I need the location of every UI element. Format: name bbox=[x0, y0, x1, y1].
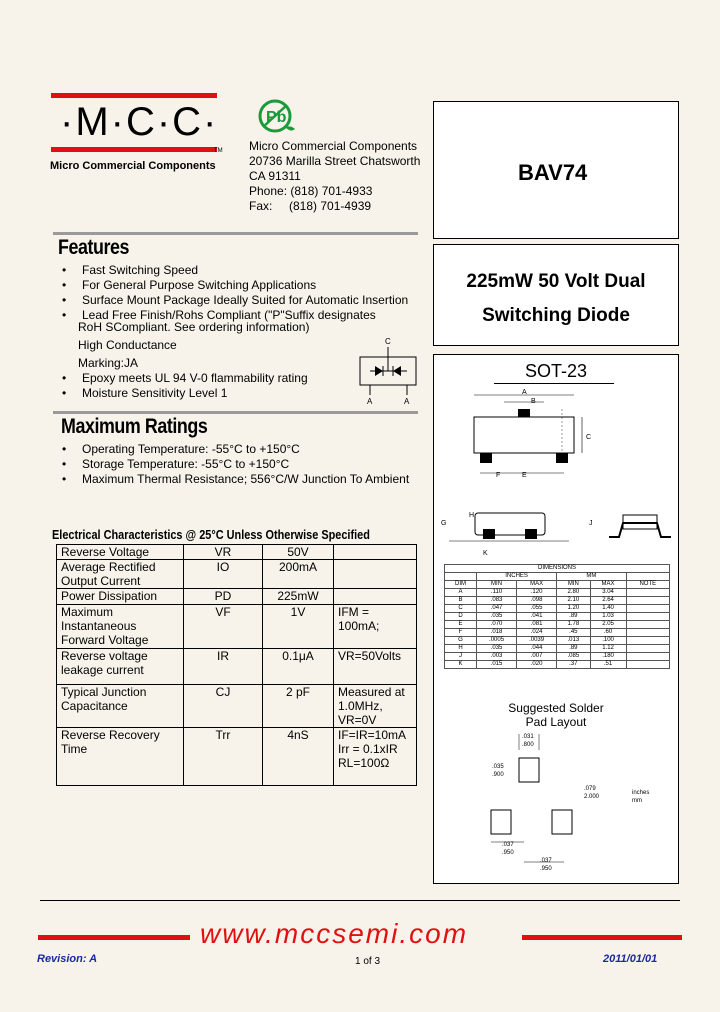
solder-dim: .079 bbox=[584, 786, 596, 792]
dim-cell bbox=[626, 661, 669, 669]
elec-sym: VR bbox=[184, 545, 263, 560]
part-title-line1: 225mW 50 Volt Dual bbox=[466, 271, 646, 292]
dim-cell: E bbox=[445, 621, 477, 629]
dim-cell: C bbox=[445, 605, 477, 613]
part-title-box bbox=[433, 244, 679, 346]
dim-cell: .098 bbox=[517, 597, 557, 605]
dim-cell: .60 bbox=[590, 629, 626, 637]
dim-cell: .0039 bbox=[517, 637, 557, 645]
dim-row bbox=[445, 621, 670, 629]
svg-text:H: H bbox=[469, 512, 475, 519]
dim-header: NOTE bbox=[626, 581, 669, 589]
logo-trademark: TM bbox=[214, 148, 223, 154]
elec-row bbox=[57, 649, 417, 685]
elec-row bbox=[57, 685, 417, 728]
dim-cell: B bbox=[445, 597, 477, 605]
footer-left-bar bbox=[38, 935, 190, 940]
elec-sym: Trr bbox=[184, 728, 263, 786]
svg-text:G: G bbox=[441, 520, 447, 527]
solder-dim: .900 bbox=[492, 772, 504, 778]
package-top-view bbox=[454, 385, 664, 485]
feature-item: • Fast Switching Speed bbox=[62, 263, 199, 277]
diode-pin-a2: A bbox=[404, 397, 410, 406]
package-box bbox=[433, 354, 679, 884]
elec-row bbox=[57, 545, 417, 560]
dim-cell: .055 bbox=[517, 605, 557, 613]
dim-cell: 2.64 bbox=[590, 597, 626, 605]
dim-cell: 1.12 bbox=[590, 645, 626, 653]
elec-sym: IO bbox=[184, 560, 263, 589]
solder-dim: .031 bbox=[522, 734, 534, 740]
fax-line: Fax: (818) 701-4939 bbox=[249, 199, 372, 213]
solder-dim: .800 bbox=[522, 742, 534, 748]
feature-item: • Surface Mount Package Ideally Suited for Automatic Insertion bbox=[62, 293, 409, 307]
dim-header: DIM bbox=[445, 581, 477, 589]
features-list-2 bbox=[58, 371, 308, 401]
dim-header bbox=[626, 573, 669, 581]
dim-header: MAX bbox=[517, 581, 557, 589]
elec-val: 50V bbox=[263, 545, 334, 560]
dim-cell: F bbox=[445, 629, 477, 637]
dim-row bbox=[445, 589, 670, 597]
dim-header: MIN bbox=[477, 581, 517, 589]
dim-cell: .89 bbox=[557, 613, 590, 621]
dim-cell: .020 bbox=[517, 661, 557, 669]
dim-cell: .081 bbox=[517, 621, 557, 629]
dim-cell: 2.80 bbox=[557, 589, 590, 597]
elec-cond bbox=[334, 560, 417, 589]
dim-cell bbox=[626, 589, 669, 597]
revision: Revision: A bbox=[37, 953, 98, 965]
features-list bbox=[58, 263, 408, 323]
dim-cell: G bbox=[445, 637, 477, 645]
feature-item: • Lead Free Finish/Rohs Compliant ("P"Suffix designates bbox=[62, 308, 376, 322]
company-address bbox=[249, 139, 420, 214]
solder-dim: .035 bbox=[492, 764, 504, 770]
dim-cell: .047 bbox=[477, 605, 517, 613]
elec-table bbox=[56, 544, 417, 786]
dim-header: MM bbox=[557, 573, 626, 581]
solder-dim: .950 bbox=[540, 866, 552, 872]
dim-cell: H bbox=[445, 645, 477, 653]
elec-cond: VR=50Volts bbox=[334, 649, 417, 685]
elec-cond: IF=IR=10mA Irr = 0.1xIR RL=100Ω bbox=[334, 728, 417, 786]
max-ratings-heading: Maximum Ratings bbox=[61, 415, 208, 438]
elec-cond bbox=[334, 589, 417, 605]
company-name: Micro Commercial Components bbox=[50, 160, 216, 172]
dim-row bbox=[445, 605, 670, 613]
elec-param: Reverse voltage leakage current bbox=[57, 649, 184, 685]
address-line: CA 91311 bbox=[249, 169, 301, 183]
dim-header: MAX bbox=[590, 581, 626, 589]
dim-row bbox=[445, 653, 670, 661]
dim-cell: A bbox=[445, 589, 477, 597]
diode-pin-a1: A bbox=[367, 397, 373, 406]
solder-title-2: Pad Layout bbox=[525, 715, 587, 729]
dim-cell: .044 bbox=[517, 645, 557, 653]
dim-header: MIN bbox=[557, 581, 590, 589]
part-number: BAV74 bbox=[518, 160, 588, 185]
dim-cell: .085 bbox=[557, 653, 590, 661]
dim-cell: .024 bbox=[517, 629, 557, 637]
elec-sym: PD bbox=[184, 589, 263, 605]
svg-text:Pb: Pb bbox=[266, 109, 287, 126]
dim-cell bbox=[626, 645, 669, 653]
elec-cond: IFM = 100mA; bbox=[334, 605, 417, 649]
dim-cell: J bbox=[445, 653, 477, 661]
address-line: 20736 Marilla Street Chatsworth bbox=[249, 154, 421, 168]
elec-param: Power Dissipation bbox=[57, 589, 184, 605]
solder-dim: .037 bbox=[540, 858, 552, 864]
dim-row bbox=[445, 661, 670, 669]
elec-sym: VF bbox=[184, 605, 263, 649]
elec-row bbox=[57, 560, 417, 589]
solder-pad-layout bbox=[464, 730, 674, 880]
elec-val: 4nS bbox=[263, 728, 334, 786]
dim-cell: .89 bbox=[557, 645, 590, 653]
dim-cell bbox=[626, 597, 669, 605]
features-heading: Features bbox=[58, 236, 130, 259]
dim-header bbox=[445, 573, 477, 581]
elec-val: 0.1μA bbox=[263, 649, 334, 685]
dim-cell bbox=[626, 605, 669, 613]
dim-cell: D bbox=[445, 613, 477, 621]
elec-param: Reverse Voltage bbox=[57, 545, 184, 560]
dim-label-a: A bbox=[522, 389, 527, 396]
phone-line: Phone: (818) 701-4933 bbox=[249, 184, 373, 198]
dim-cell: .083 bbox=[477, 597, 517, 605]
logo-top-bar bbox=[51, 93, 217, 98]
dim-cell: 3.04 bbox=[590, 589, 626, 597]
dim-cell bbox=[626, 629, 669, 637]
page-number: 1 of 3 bbox=[355, 956, 381, 967]
max-ratings-list bbox=[58, 442, 409, 487]
package-rule bbox=[494, 383, 614, 384]
logo-bottom-bar bbox=[51, 147, 217, 152]
feature-item: • Epoxy meets UL 94 V-0 flammability rating bbox=[62, 371, 308, 385]
part-number-box bbox=[433, 101, 679, 239]
elec-cond bbox=[334, 545, 417, 560]
dim-rows bbox=[445, 589, 670, 669]
elec-val: 225mW bbox=[263, 589, 334, 605]
solder-dim: .950 bbox=[502, 850, 514, 856]
dim-cell: .013 bbox=[557, 637, 590, 645]
dim-cell: 1.20 bbox=[557, 605, 590, 613]
rating-item: • Maximum Thermal Resistance; 556°C/W Junction To Ambient bbox=[62, 472, 410, 486]
dim-header: INCHES bbox=[477, 573, 557, 581]
solder-dim: 2.000 bbox=[584, 794, 600, 800]
website-url[interactable]: www.mccsemi.com bbox=[200, 918, 469, 949]
solder-dim: .037 bbox=[502, 842, 514, 848]
feature-item: • Moisture Sensitivity Level 1 bbox=[62, 386, 228, 400]
dim-cell: .041 bbox=[517, 613, 557, 621]
dim-cell: .007 bbox=[517, 653, 557, 661]
rating-item: • Operating Temperature: -55°C to +150°C bbox=[62, 442, 300, 456]
dim-cell: .015 bbox=[477, 661, 517, 669]
dim-cell: .100 bbox=[590, 637, 626, 645]
dim-cell: .003 bbox=[477, 653, 517, 661]
dim-cell: 1.78 bbox=[557, 621, 590, 629]
dim-cell: .035 bbox=[477, 645, 517, 653]
part-title-line2: Switching Diode bbox=[482, 305, 630, 326]
dim-row bbox=[445, 629, 670, 637]
solder-title-1: Suggested Solder bbox=[508, 701, 604, 715]
dim-row bbox=[445, 597, 670, 605]
diode-symbol bbox=[355, 335, 425, 407]
dim-cell: K bbox=[445, 661, 477, 669]
elec-row bbox=[57, 589, 417, 605]
dim-cell: .45 bbox=[557, 629, 590, 637]
elec-heading: Electrical Characteristics @ 25°C Unless Otherwise Specified bbox=[52, 527, 370, 542]
package-side-view bbox=[439, 505, 674, 560]
dim-cell: .0005 bbox=[477, 637, 517, 645]
dim-cell: .070 bbox=[477, 621, 517, 629]
dim-cell: .37 bbox=[557, 661, 590, 669]
svg-text:J: J bbox=[589, 520, 593, 527]
dim-cell bbox=[626, 613, 669, 621]
elec-param: Average Rectified Output Current bbox=[57, 560, 184, 589]
dim-row bbox=[445, 637, 670, 645]
dim-cell: 1.40 bbox=[590, 605, 626, 613]
address-line: Micro Commercial Components bbox=[249, 139, 418, 153]
dim-cell bbox=[626, 653, 669, 661]
elec-row bbox=[57, 605, 417, 649]
dim-cell bbox=[626, 621, 669, 629]
package-name: SOT-23 bbox=[524, 361, 588, 381]
max-ratings-rule bbox=[53, 411, 418, 414]
dim-cell: .018 bbox=[477, 629, 517, 637]
revision-date: 2011/01/01 bbox=[603, 953, 658, 965]
dim-row bbox=[445, 613, 670, 621]
dim-label-e: E bbox=[522, 472, 527, 479]
dim-cell: 1.03 bbox=[590, 613, 626, 621]
solder-dim: mm bbox=[632, 798, 642, 804]
elec-val: 1V bbox=[263, 605, 334, 649]
dim-table-title: DIMENSIONS bbox=[445, 565, 670, 573]
features-rule bbox=[53, 232, 418, 235]
elec-param: Typical Junction Capacitance bbox=[57, 685, 184, 728]
pb-free-icon bbox=[255, 97, 299, 137]
high-conductance: High Conductance bbox=[78, 338, 177, 352]
solder-dim: inches bbox=[632, 790, 650, 796]
elec-param: Reverse Recovery Time bbox=[57, 728, 184, 786]
rating-item: • Storage Temperature: -55°C to +150°C bbox=[62, 457, 290, 471]
footer-top-rule bbox=[40, 900, 680, 901]
dim-cell: .51 bbox=[590, 661, 626, 669]
dim-cell: .110 bbox=[477, 589, 517, 597]
elec-cond: Measured at 1.0MHz, VR=0V bbox=[334, 685, 417, 728]
feature-item: • For General Purpose Switching Applications bbox=[62, 278, 317, 292]
dim-cell: 2.10 bbox=[557, 597, 590, 605]
dim-row bbox=[445, 645, 670, 653]
elec-val: 200mA bbox=[263, 560, 334, 589]
mcc-logo: ·M·C·C· bbox=[60, 100, 219, 144]
dim-label-c: C bbox=[586, 434, 592, 441]
dim-label-b: B bbox=[531, 398, 536, 405]
dim-label-f: F bbox=[496, 472, 501, 479]
diode-pin-c: C bbox=[385, 337, 391, 346]
dim-cell: .035 bbox=[477, 613, 517, 621]
marking: Marking:JA bbox=[78, 356, 139, 370]
elec-param: Maximum Instantaneous Forward Voltage bbox=[57, 605, 184, 649]
elec-sym: CJ bbox=[184, 685, 263, 728]
elec-row bbox=[57, 728, 417, 786]
dim-cell: 2.05 bbox=[590, 621, 626, 629]
footer-right-bar bbox=[522, 935, 682, 940]
svg-text:K: K bbox=[483, 550, 488, 557]
dimensions-table bbox=[444, 564, 670, 669]
rohs-continuation: RoH SCompliant. See ordering information) bbox=[78, 320, 310, 334]
dim-cell: .180 bbox=[590, 653, 626, 661]
elec-val: 2 pF bbox=[263, 685, 334, 728]
elec-sym: IR bbox=[184, 649, 263, 685]
dim-cell: .120 bbox=[517, 589, 557, 597]
dim-cell bbox=[626, 637, 669, 645]
